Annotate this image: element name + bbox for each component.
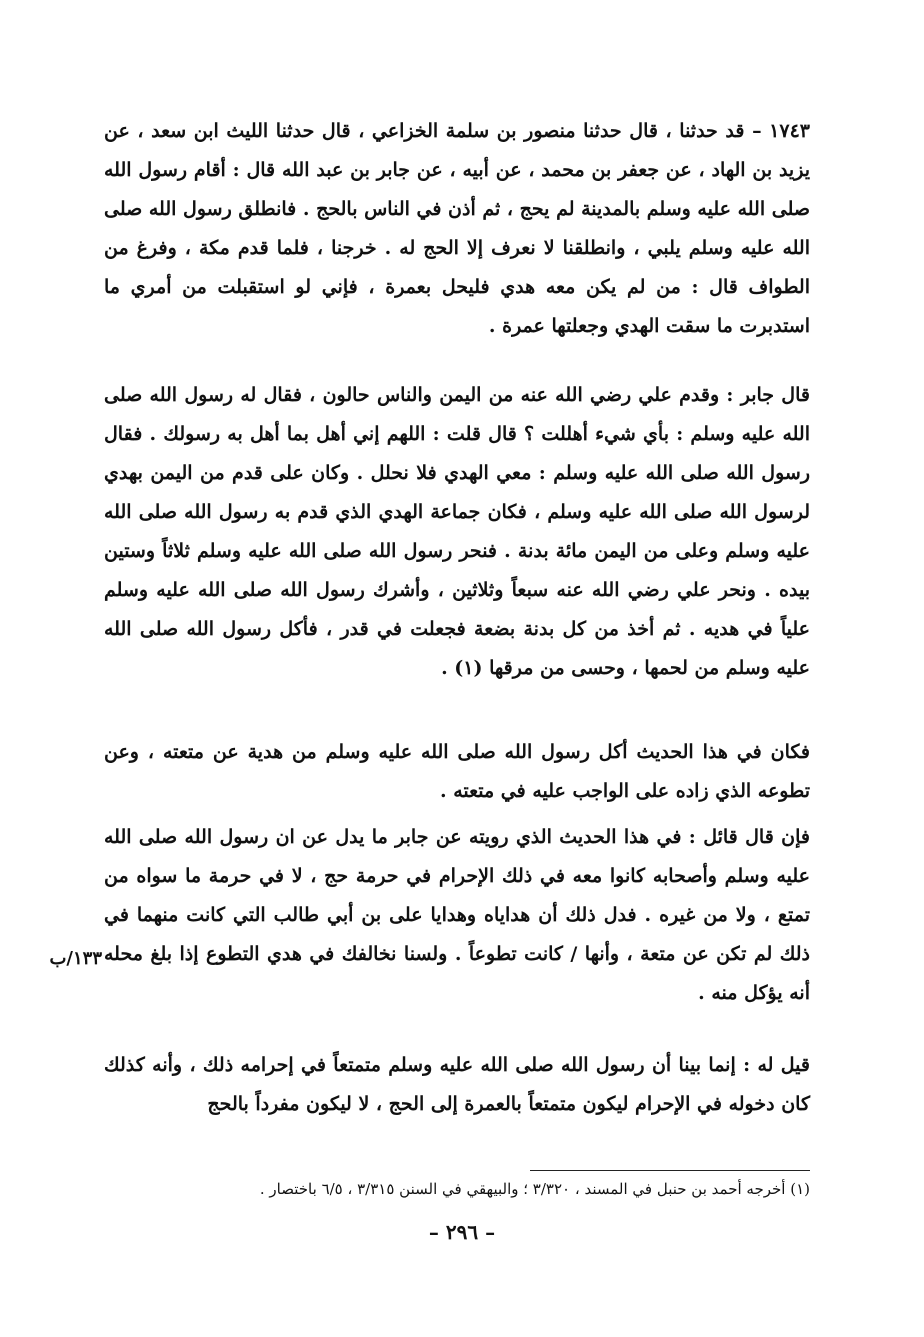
paragraph-text: ١٧٤٣ – قد حدثنا ، قال حدثنا منصور بن سلمة الخزاعي ، قال حدثنا الليث ابن سعد ، عن يزيد بن الهاد ، عن جعفر بن محمد ، عن أبيه ، عن جابر بن عبد الله قال : أقام رسول الله صلى الله عليه وسلم بالمدينة لم يحج ، ثم أذن في الناس بالحج . فانطلق رسول الله صلى الله عليه وسلم يلبي ، وانطلقنا لا نعرف إلا الحج له . خرجنا ، فلما قدم مكة ، وفرغ من الطواف قال : من لم يكن معه هدي فليحل بعمرة ، فإني لو استقبلت من أمري ما استدبرت ما سقت الهدي وجعلتها عمرة . — [104, 120, 810, 337]
footnote-divider — [530, 1170, 810, 1171]
paragraph-hadith-1743 — [104, 112, 810, 346]
paragraph-commentary — [104, 733, 810, 811]
manuscript-folio-note: ١٣٣/ب — [49, 948, 102, 969]
paragraph-text: فإن قال قائل : في هذا الحديث الذي رويته عن جابر ما يدل عن ان رسول الله صلى الله عليه وسلم وأصحابه كانوا معه في ذلك الإحرام في حرمة حج ، لا في حرمة ما سواه من تمتع ، ولا من غيره . فدل ذلك أن هداياه وهدايا على بن أبي طالب التي كانت منهما في ذلك لم تكن عن متعة ، وأنها / كانت تطوعاً . ولسنا نخالفك في هدي التطوع إذا بلغ محله أنه يؤكل منه . — [104, 826, 810, 1004]
paragraph-text: قال جابر : وقدم علي رضي الله عنه من اليمن والناس حالون ، فقال له رسول الله صلى الله عليه وسلم : بأي شيء أهللت ؟ قال قلت : اللهم إني أهل بما أهل به رسولك . فقال رسول الله صلى الله عليه وسلم : معي الهدي فلا نحلل . وكان على قدم من اليمن بهدي لرسول الله صلى الله عليه وسلم ، فكان جماعة الهدي الذي قدم به رسول الله صلى الله عليه وسلم وعلى من اليمن مائة بدنة . فنحر رسول الله صلى الله عليه وسلم ثلاثاً وستين بيده . ونحر علي رضي الله عنه سبعاً وثلاثين ، وأشرك رسول الله صلى الله عليه وسلم علياً في هديه . ثم أخذ من كل بدنة بضعة فجعلت في قدر ، فأكل رسول الله صلى الله عليه وسلم من لحمها ، وحسى من مرقها (١) . — [104, 384, 810, 679]
paragraph-jabir — [104, 376, 810, 688]
footnote: (١) أخرجه أحمد بن حنبل في المسند ، ٣/٣٢٠ ؛ والبيهقي في السنن ٣/٣١٥ ، ٦/٥ باختصار . — [259, 1180, 810, 1198]
paragraph-reply — [104, 1046, 810, 1124]
paragraph-objection — [104, 818, 810, 1013]
paragraph-text: فكان في هذا الحديث أكل رسول الله صلى الله عليه وسلم من هدية عن متعته ، وعن تطوعه الذي زاده على الواجب عليه في متعته . — [104, 741, 810, 802]
page-number: – ٢٩٦ – — [428, 1220, 496, 1244]
paragraph-text: قيل له : إنما بينا أن رسول الله صلى الله عليه وسلم متمتعاً في إحرامه ذلك ، وأنه كذلك كان دخوله في الإحرام ليكون متمتعاً بالعمرة إلى الحج ، لا ليكون مفرداً بالحج — [104, 1054, 810, 1115]
